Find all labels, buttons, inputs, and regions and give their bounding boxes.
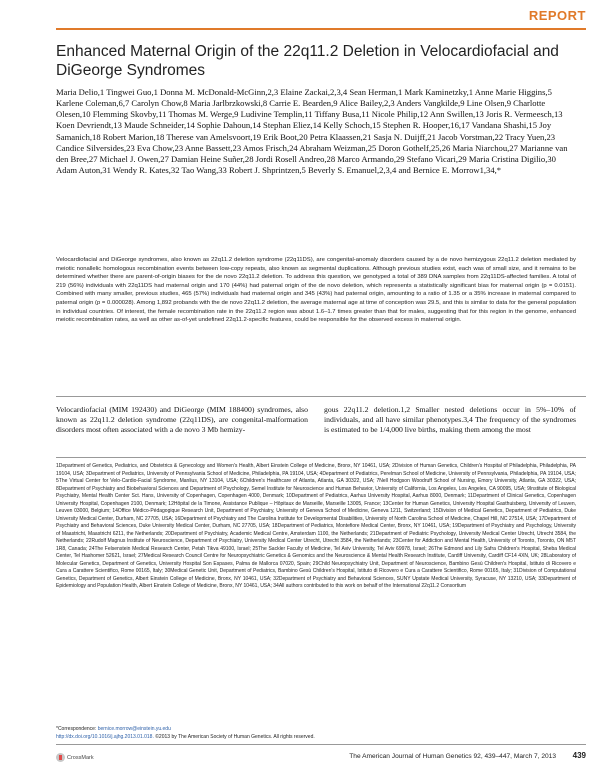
copyright: ©2013 by The American Society of Human Genetics. All rights reserved. xyxy=(153,734,315,740)
page-number: 439 xyxy=(572,751,586,760)
abstract-divider xyxy=(56,396,586,397)
article-title: Enhanced Maternal Origin of the 22q11.2 Deletion in Velocardiofacial and DiGeorge Syndromes xyxy=(56,43,559,79)
header-rule xyxy=(56,28,586,30)
doi-link[interactable]: http://dx.doi.org/10.1016/j.ajhg.2013.01.018. xyxy=(56,734,154,740)
crossmark-badge[interactable] xyxy=(56,753,94,762)
affiliations: 1Department of Genetics, Pediatrics, and Obstetrics & Gynecology and Women's Health, Albert Einstein College of Medicine, Bronx, NY 10461, USA; 2Division of Human Genetics, Children's Hospital of Philadelphia, Philadelphia, PA 19104, USA; 3Department of Pediatrics, University of Pennsylvania School of Medicine, Philadelphia, PA 19104, USA; 4Department of Pediatrics, Perelman School of Medicine, University of Pennsylvania, Philadelphia, PA 19104, USA; 5The Virtual Center for Velo-Cardio-Facial Syndrome, Manlius, NY 13104, USA; 6Children's Healthcare of Atlanta, Atlanta, GA 30322, USA; 7Nell Hodgson Woodruff School of Nursing, Emory University, Atlanta, GA 30322, USA; 8Department of Psychiatry and Biobehavioral Sciences and Department of Psychology, Semel Institute for Neuroscience and Human Behavior, University of California, Los Angeles, Los Angeles, CA 90095, USA; 9Institute of Biological Psychiatry, Mental Health Center Sct. Hans, University of Copenhagen, Copenhagen 4000, Denmark; 10Department of Pediatrics, Aarhus University Hospital, Aarhus 8000, Denmark; 11Department of Clinical Genetics, Copenhagen University Hospital, Copenhagen 2100, Denmark; 12Hôpital de la Timone, Assistance Publique – Hôpitaux de Marseille, Marseille 13005, France; 13Center for Human Genetics, University Hospital Gasthuisberg, University of Leuven, Leuven 03000, Belgium; 14Office Médico-Pédagogique Research Unit, Department of Psychiatry, University of Geneva School of Medicine, Geneva 1211, Switzerland; 15Division of Medical Genetics, Department of Pediatrics, Duke University Medical Center, Durham, NC 27705, USA; 16Department of Psychiatry and The Carolina Institute for Developmental Disabilities, University of North Carolina School of Medicine, Chapel Hill, NC 27514, USA; 17Department of Psychiatry and Behavioral Sciences, Duke University Medical Center, Durham, NC 27705, USA; 18Department of Pediatrics, Montefiore Medical Center, Bronx, NY 10461, USA; 19Department of Psychiatry and Psychology, University of Maastricht, Maastricht 6211, the Netherlands; 20Department of Psychiatry, Academic Medical Centre, Amsterdam 1100, the Netherlands; 21Department of Pediatric Psychology, University Medical Center Utrecht, Utrecht 3584, the Netherlands; 22Rudolf Magnus Institute of Neuroscience, Department of Psychiatry, University Medical Center Utrecht, Utrecht 3584, the Netherlands; 23Center for Addiction and Mental Health, University of Toronto, Toronto, ON M5T 1R8, Canada; 24The Felsenstein Medical Research Center, Petah Tikva 49100, Israel; 25The Sackler Faculty of Medicine, Tel Aviv University, Tel Aviv 69978, Israel; 26The Edmond and Lily Safra Children's Hospital, Sheba Medical Center, Tel Hashomer 52621, Israel; 27Medical Research Council Centre for Neuropsychiatric Genetics & Genomics and the Neuroscience & Mental Health Research Institute, Cardiff University, Cardiff CF14 4XN, UK; 28Laboratory of Molecular Genetics, Department of Genetics, University Hospital Son Espases, Palma de Mallorca 07020, Spain; 29Child Neuropsychiatry Unit, Department of Neuroscience, Bambino Gesù Children's Hospital, Istituto di Ricovero e Cura a Carattere Scientifico, Rome 00165, Italy; 30Medical Genetic Unit, Department of Pediatrics, Bambino Gesù Children's Hospital, Istituto di Ricovero e Cura a Carattere Scientifico, Rome 00165, Italy; 31Division of Computational Genetics, Department of Genetics, Albert Einstein College of Medicine, Bronx, NY 10461, USA; 32Department of Psychiatry and Behavioral Sciences, SUNY Upstate Medical University, Syracuse, NY 13210, USA; 33Department of Epidemiology and Population Health, Albert Einstein College of Medicine, Bronx, NY 10461, USA; 34All authors contributed to this work on behalf of the International 22q11.2 Consortium xyxy=(56,463,576,589)
abstract: Velocardiofacial and DiGeorge syndromes, also known as 22q11.2 deletion syndrome (22q11DS), are congenital-anomaly disorders caused by a de novo hemizygous 22q11.2 deletion mediated by meiotic nonallelic homologous recombination events between low-copy repeats, also known as segmental duplications. Although previous studies exist, each was of small size, and it remains to be determined whether there are parent-of-origin biases for the de novo 22q11.2 deletion. To address this question, we genotyped a total of 389 DNA samples from 22q11DS-affected families. A total of 219 (56%) individuals with 22q11DS had maternal origin and 170 (44%) had paternal origin of the de novo deletion, which represents a statistically significant bias for maternal origin (p = 0.0151). Combined with many smaller, previous studies, 465 (57%) individuals had maternal origin and 345 (43%) had paternal origin, amounting to a ratio of 1.35 or a 35% increase in maternal compared to paternal origin (p = 0.000028). Among 1,892 probands with the de novo 22q11.2 deletion, the average maternal age at time of conception was 29.5, and this is similar to data for the general population in individual countries. Of interest, the female recombination rate in the 22q11.2 region was about 1.6–1.7 times greater than that for males, suggesting that for this region in the genome, enhanced meiotic recombination rates, as well as other as-of-yet undefined 22q11.2-specific features, could be responsible for the observed excess in maternal origin. xyxy=(56,257,576,324)
crossmark-icon xyxy=(56,753,65,762)
intro-column-left: Velocardiofacial (MIM 192430) and DiGeorge (MIM 188400) syndromes, also known as 22q11.2 deletion syndrome (22q11DS), are congenital-malformation disorders most often associated with a de novo 3 Mb hemizy- xyxy=(56,405,308,434)
section-label: REPORT xyxy=(528,8,586,23)
correspondence-label: *Correspondence: xyxy=(56,726,98,732)
crossmark-label: CrossMark xyxy=(67,754,94,761)
intro-column-right: gous 22q11.2 deletion.1,2 Smaller nested deletions occur in 5%–10% of individuals, and all have similar phenotypes.3,4 The frequency of the syndromes is estimated to be 1/4,000 live births, making them among the most xyxy=(324,405,576,434)
author-list: Maria Delio,1 Tingwei Guo,1 Donna M. McDonald-McGinn,2,3 Elaine Zackai,2,3,4 Sean Herman,1 Mark Kaminetzky,1 Anne Marie Higgins,5 Karlene Coleman,6,7 Carolyn Chow,8 Maria Jarlbrzkowski,8 Carrie E. Bearden,9 Alice Bailey,2,3 Anders Vangkilde,9 Line Olsen,9 Charlotte Olesen,10 Flemming Skovby,11 Thomas M. Werge,9 Ludivine Templin,11 Tiffany Busa,11 Nicole Philip,12 Ann Swillen,13 Joris R. Vermeesch,13 Koen Devriendt,13 Maude Schneider,14 Sophie Dahoun,14 Stephan Eliez,14 Kelly Schoch,15 Stephen R. Hooper,16,17 Vandana Shashi,15 Joy Samanich,18 Robert Marion,18 Therese van Amelsvoort,19 Erik Boot,20 Petra Klaassen,21 Sasja N. Duijff,21 Jacob Vorstman,22 Tracy Yuen,23 Candice Silversides,23 Eva Chow,23 Anne Bassett,23 Amos Frisch,24 Abraham Weizman,25 Doron Gothelf,25,26 Maria Niarchou,27 Marianne van den Bree,27 Michael J. Owen,27 Damian Heine Suñer,28 Jordi Rosell Andreo,28 Marco Armando,29 Stefano Vicari,29 Maria Cristina Digilio,30 Adam Auton,31 Wendy R. Kates,32 Tao Wang,33 Robert J. Shprintzen,5 Beverly S. Emanuel,2,3,4 and Bernice E. Morrow1,34,* xyxy=(56,87,568,176)
affiliations-divider xyxy=(56,457,586,458)
doi-line xyxy=(56,734,576,742)
footer-rule xyxy=(56,744,586,745)
correspondence-email-link[interactable]: bernice.morrow@einstein.yu.edu xyxy=(97,726,171,732)
correspondence xyxy=(56,726,576,734)
journal-reference: The American Journal of Human Genetics 92, 439–447, March 7, 2013 xyxy=(349,753,556,760)
